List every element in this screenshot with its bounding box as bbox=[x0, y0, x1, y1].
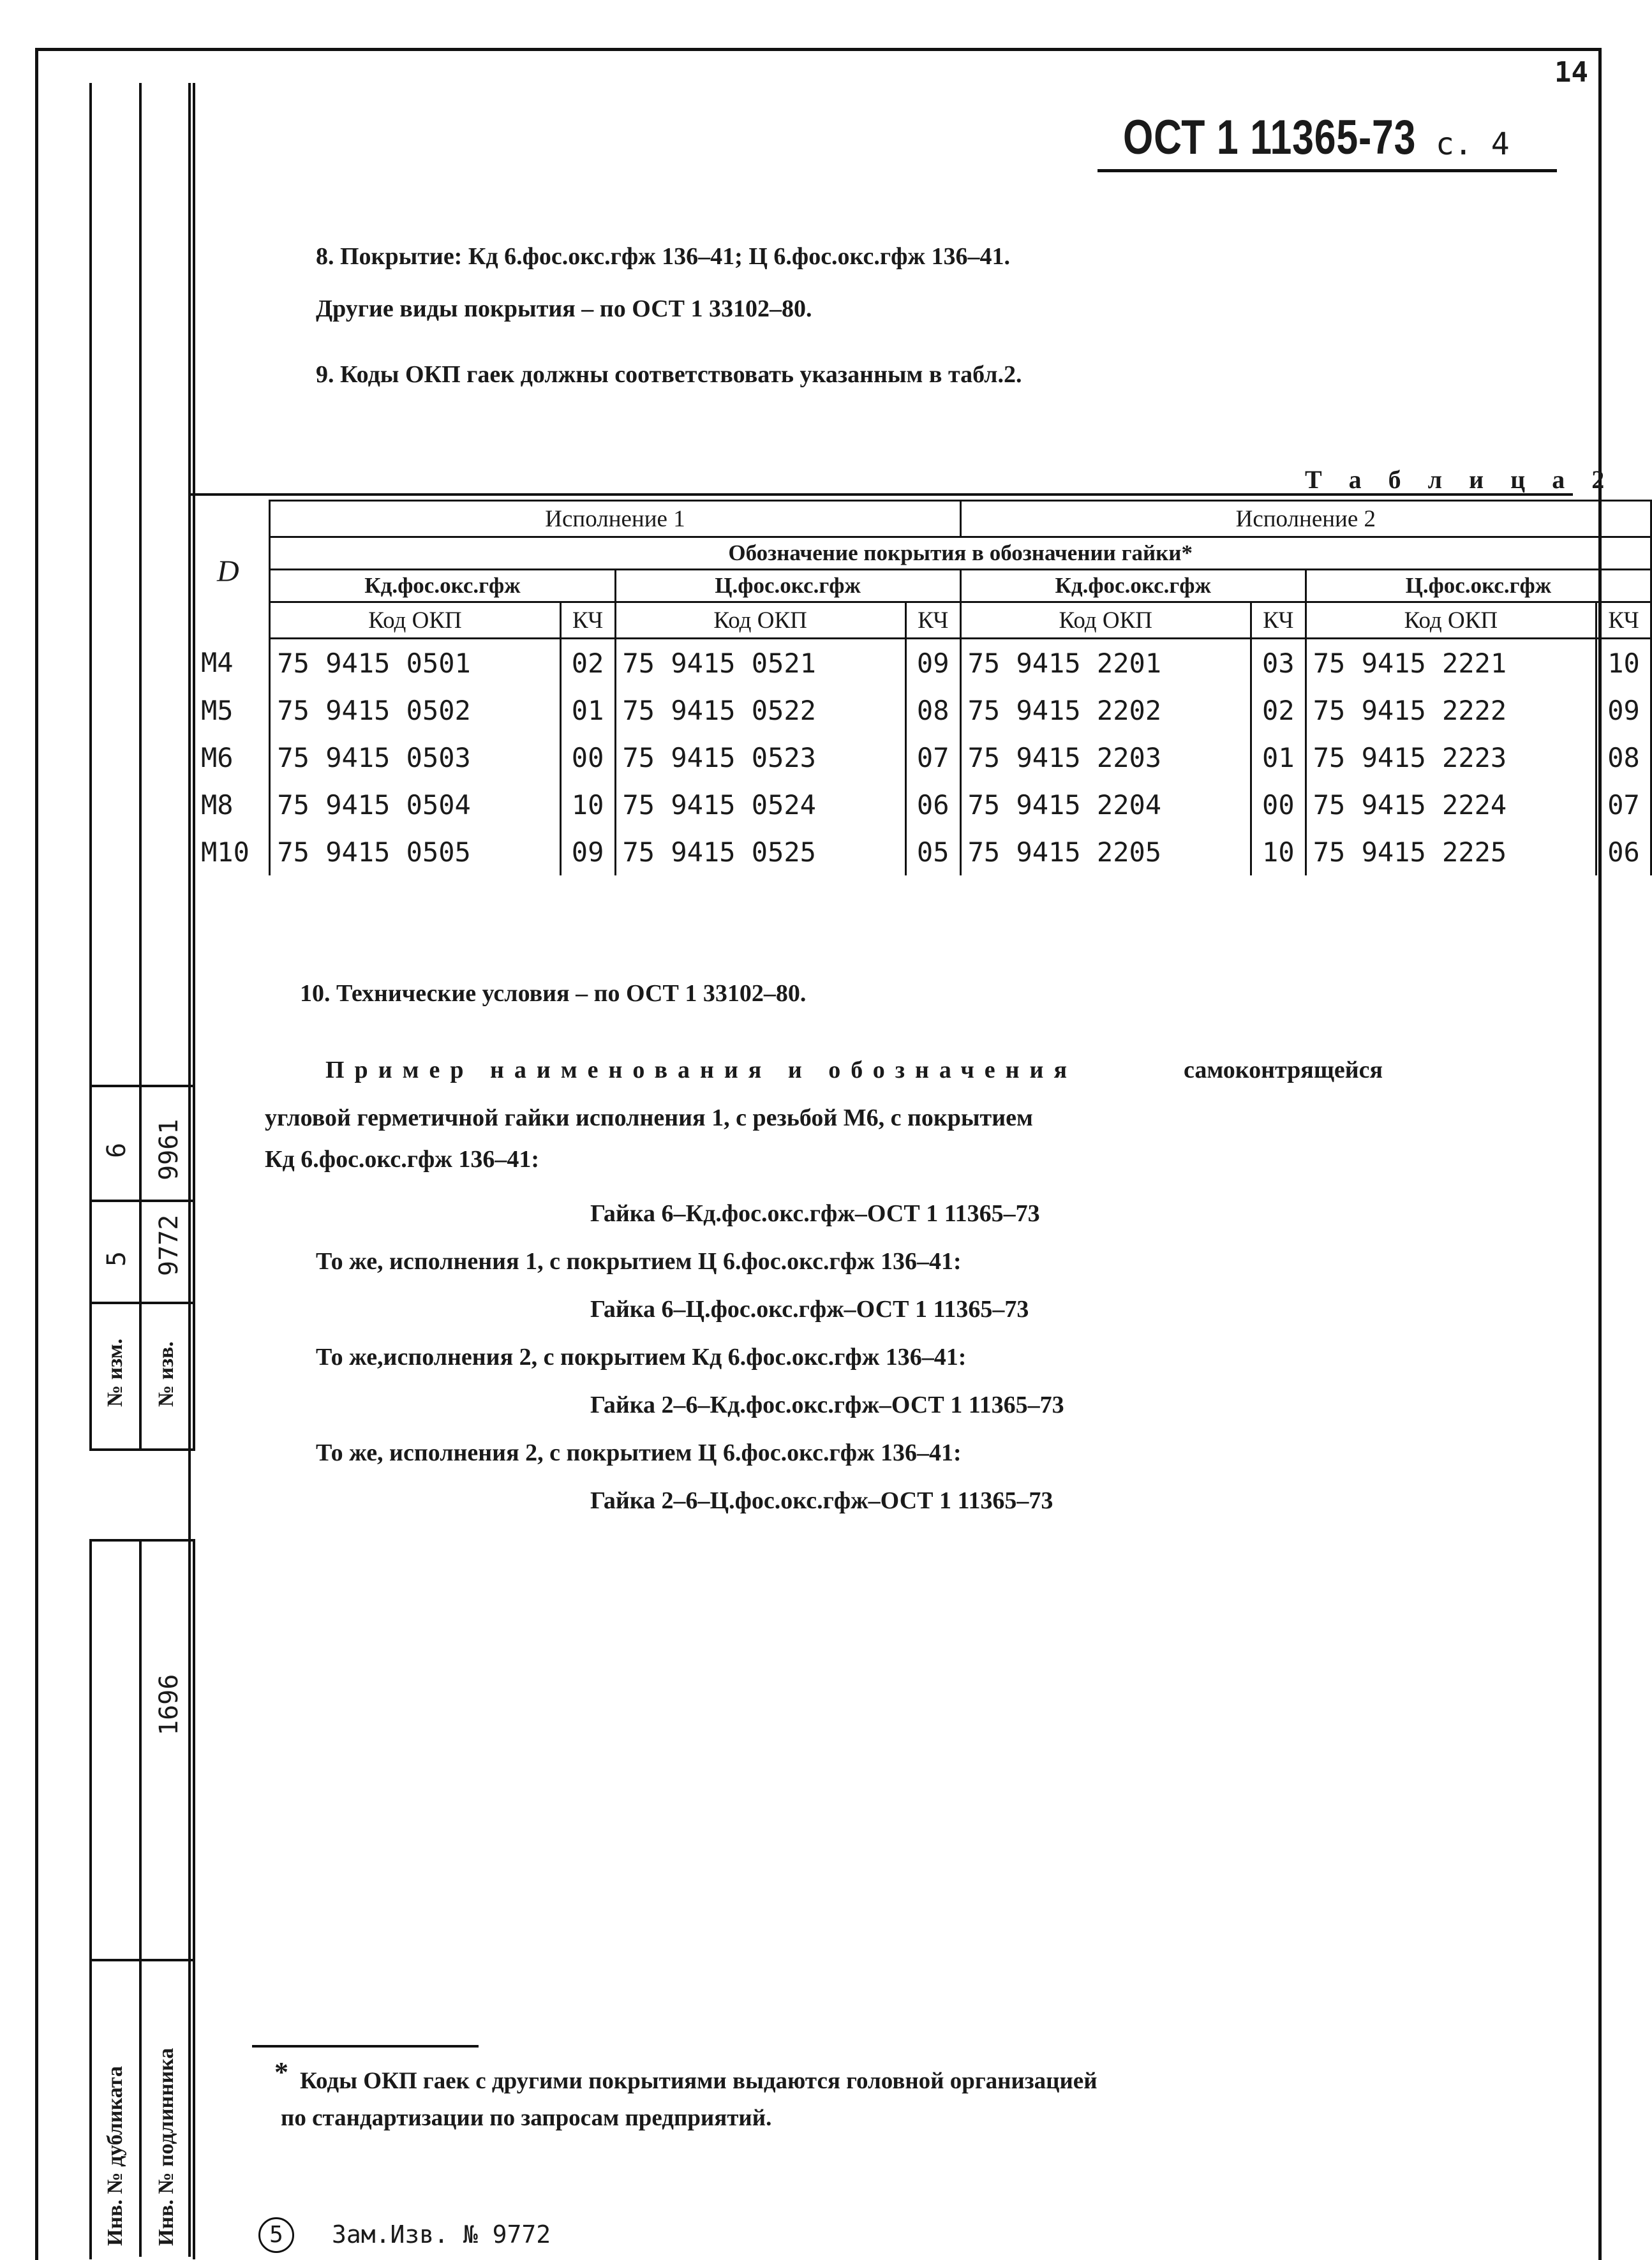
col-code: Код ОКП bbox=[270, 602, 560, 639]
item-8-line-1: 8. Покрытие: Кд 6.фос.окс.гфж 136–41; Ц 6.фос.окс.гфж 136–41. bbox=[316, 243, 1010, 270]
control-number: 10 bbox=[1596, 639, 1651, 687]
okp-code: 75 9415 0504 bbox=[270, 781, 560, 828]
change-note: Зам.Изв. № 9772 bbox=[332, 2220, 551, 2249]
okp-codes-table bbox=[195, 500, 1652, 875]
exec-1-header: Исполнение 1 bbox=[270, 501, 960, 537]
control-number: 02 bbox=[560, 639, 615, 687]
okp-code: 75 9415 0523 bbox=[615, 734, 905, 781]
label-original-inv: Инв. № подлинника bbox=[154, 2048, 178, 2246]
example-line-2: угловой герметичной гайки исполнения 1, с резьбой М6, с покрытием bbox=[265, 1104, 1033, 1131]
change-circle bbox=[258, 2217, 294, 2253]
thread-size: М6 bbox=[195, 734, 270, 781]
okp-code: 75 9415 0522 bbox=[615, 687, 905, 734]
control-number: 08 bbox=[1596, 734, 1651, 781]
designation-3: Гайка 2–6–Кд.фос.окс.гфж–ОСТ 1 11365–73 bbox=[590, 1392, 1064, 1418]
control-number: 10 bbox=[1251, 828, 1306, 875]
exec-2-header: Исполнение 2 bbox=[960, 501, 1651, 537]
size-header-cell bbox=[195, 501, 270, 639]
col-kch: КЧ bbox=[905, 602, 960, 639]
designation-4: Гайка 2–6–Ц.фос.окс.гфж–ОСТ 1 11365–73 bbox=[590, 1487, 1053, 1514]
control-number: 07 bbox=[905, 734, 960, 781]
okp-code: 75 9415 2202 bbox=[960, 687, 1251, 734]
document-page: с. 4 bbox=[1436, 126, 1510, 162]
control-number: 06 bbox=[1596, 828, 1651, 875]
designation-1: Гайка 6–Кд.фос.окс.гфж–ОСТ 1 11365–73 bbox=[590, 1200, 1040, 1227]
stub-rule bbox=[89, 1959, 193, 1961]
stub-rule bbox=[89, 1200, 193, 1202]
table-row bbox=[195, 781, 1651, 828]
col-code: Код ОКП bbox=[615, 602, 905, 639]
thread-size: М4 bbox=[195, 639, 270, 687]
coating-2: Ц.фос.окс.гфж bbox=[615, 570, 960, 602]
document-code: ОСТ 1 11365-73 bbox=[1123, 110, 1417, 165]
okp-code: 75 9415 2224 bbox=[1306, 781, 1596, 828]
table-row bbox=[195, 687, 1651, 734]
table-row bbox=[195, 828, 1651, 875]
label-change-no: № изм. bbox=[103, 1338, 127, 1407]
control-number: 09 bbox=[560, 828, 615, 875]
okp-code: 75 9415 2201 bbox=[960, 639, 1251, 687]
thread-size: М5 bbox=[195, 687, 270, 734]
okp-code: 75 9415 2205 bbox=[960, 828, 1251, 875]
example-line-3: Кд 6.фос.окс.гфж 136–41: bbox=[265, 1146, 540, 1173]
label-duplicate-inv: Инв. № дубликата bbox=[103, 2066, 127, 2246]
designation-2: Гайка 6–Ц.фос.окс.гфж–ОСТ 1 11365–73 bbox=[590, 1296, 1029, 1323]
control-number: 01 bbox=[560, 687, 615, 734]
sheet-number: 14 bbox=[1554, 56, 1588, 89]
okp-code: 75 9415 0524 bbox=[615, 781, 905, 828]
okp-code: 75 9415 2221 bbox=[1306, 639, 1596, 687]
okp-code: 75 9415 0503 bbox=[270, 734, 560, 781]
coating-4: Ц.фос.окс.гфж bbox=[1306, 570, 1651, 602]
control-number: 00 bbox=[1251, 781, 1306, 828]
example-heading: Пример наименования и обозначения bbox=[325, 1057, 1078, 1083]
footnote-line-1: Коды ОКП гаек с другими покрытиями выдаются головной организацией bbox=[300, 2068, 1098, 2094]
control-number: 01 bbox=[1251, 734, 1306, 781]
coating-1: Кд.фос.окс.гфж bbox=[270, 570, 615, 602]
stub-divider bbox=[139, 83, 142, 1448]
okp-code: 75 9415 0505 bbox=[270, 828, 560, 875]
col-kch: КЧ bbox=[1251, 602, 1306, 639]
thread-size: М8 bbox=[195, 781, 270, 828]
footnote-rule bbox=[252, 2045, 479, 2048]
stub-rule bbox=[89, 1085, 193, 1087]
coating-header: Обозначение покрытия в обозначении гайки* bbox=[270, 537, 1651, 570]
col-code: Код ОКП bbox=[960, 602, 1251, 639]
okp-code: 75 9415 2204 bbox=[960, 781, 1251, 828]
control-number: 00 bbox=[560, 734, 615, 781]
header-underline bbox=[1098, 169, 1557, 172]
table-row bbox=[195, 639, 1651, 687]
example-sentence-2: То же, исполнения 1, с покрытием Ц 6.фос.окс.гфж 136–41: bbox=[316, 1248, 962, 1275]
stub-right-edge bbox=[188, 83, 191, 2257]
thread-size: М10 bbox=[195, 828, 270, 875]
control-number: 07 bbox=[1596, 781, 1651, 828]
okp-code: 75 9415 2222 bbox=[1306, 687, 1596, 734]
revision-5-notice: 9772 bbox=[154, 1214, 184, 1276]
control-number: 05 bbox=[905, 828, 960, 875]
control-number: 09 bbox=[905, 639, 960, 687]
coating-3: Кд.фос.окс.гфж bbox=[960, 570, 1306, 602]
table-top-rule bbox=[188, 493, 1573, 496]
revision-6-notice: 9961 bbox=[154, 1119, 184, 1180]
footnote-mark: * bbox=[274, 2056, 288, 2088]
control-number: 02 bbox=[1251, 687, 1306, 734]
okp-code: 75 9415 2203 bbox=[960, 734, 1251, 781]
col-code: Код ОКП bbox=[1306, 602, 1596, 639]
okp-code: 75 9415 0502 bbox=[270, 687, 560, 734]
change-circle-number: 5 bbox=[269, 2222, 283, 2248]
example-sentence-3: То же,исполнения 2, с покрытием Кд 6.фос.окс.гфж 136–41: bbox=[316, 1344, 967, 1371]
example-sentence-4: То же, исполнения 2, с покрытием Ц 6.фос.окс.гфж 136–41: bbox=[316, 1439, 962, 1466]
control-number: 06 bbox=[905, 781, 960, 828]
revision-5: 5 bbox=[102, 1251, 131, 1267]
col-kch: КЧ bbox=[1596, 602, 1651, 639]
col-kch: КЧ bbox=[560, 602, 615, 639]
control-number: 03 bbox=[1251, 639, 1306, 687]
okp-code: 75 9415 0521 bbox=[615, 639, 905, 687]
footnote-line-2: по стандартизации по запросам предприятий. bbox=[281, 2105, 772, 2131]
label-notice-no: № изв. bbox=[154, 1341, 178, 1407]
table-row bbox=[195, 734, 1651, 781]
item-10: 10. Технические условия – по ОСТ 1 33102–80. bbox=[300, 980, 807, 1007]
control-number: 08 bbox=[905, 687, 960, 734]
item-8-line-2: Другие виды покрытия – по ОСТ 1 33102–80. bbox=[316, 295, 812, 322]
original-number: 1696 bbox=[154, 1674, 184, 1736]
control-number: 09 bbox=[1596, 687, 1651, 734]
stub-rule bbox=[89, 1302, 193, 1304]
item-9: 9. Коды ОКП гаек должны соответствовать указанным в табл.2. bbox=[316, 361, 1022, 388]
stub-divider-lower bbox=[139, 1539, 142, 2257]
okp-code: 75 9415 0525 bbox=[615, 828, 905, 875]
control-number: 10 bbox=[560, 781, 615, 828]
okp-code: 75 9415 2223 bbox=[1306, 734, 1596, 781]
example-line-1-tail: самоконтрящейся bbox=[1184, 1057, 1383, 1083]
corner-mark: D bbox=[217, 554, 239, 588]
okp-code: 75 9415 2225 bbox=[1306, 828, 1596, 875]
okp-code: 75 9415 0501 bbox=[270, 639, 560, 687]
table-caption: Т а б л и ц а 2 bbox=[1305, 465, 1615, 494]
revision-6: 6 bbox=[102, 1142, 131, 1158]
